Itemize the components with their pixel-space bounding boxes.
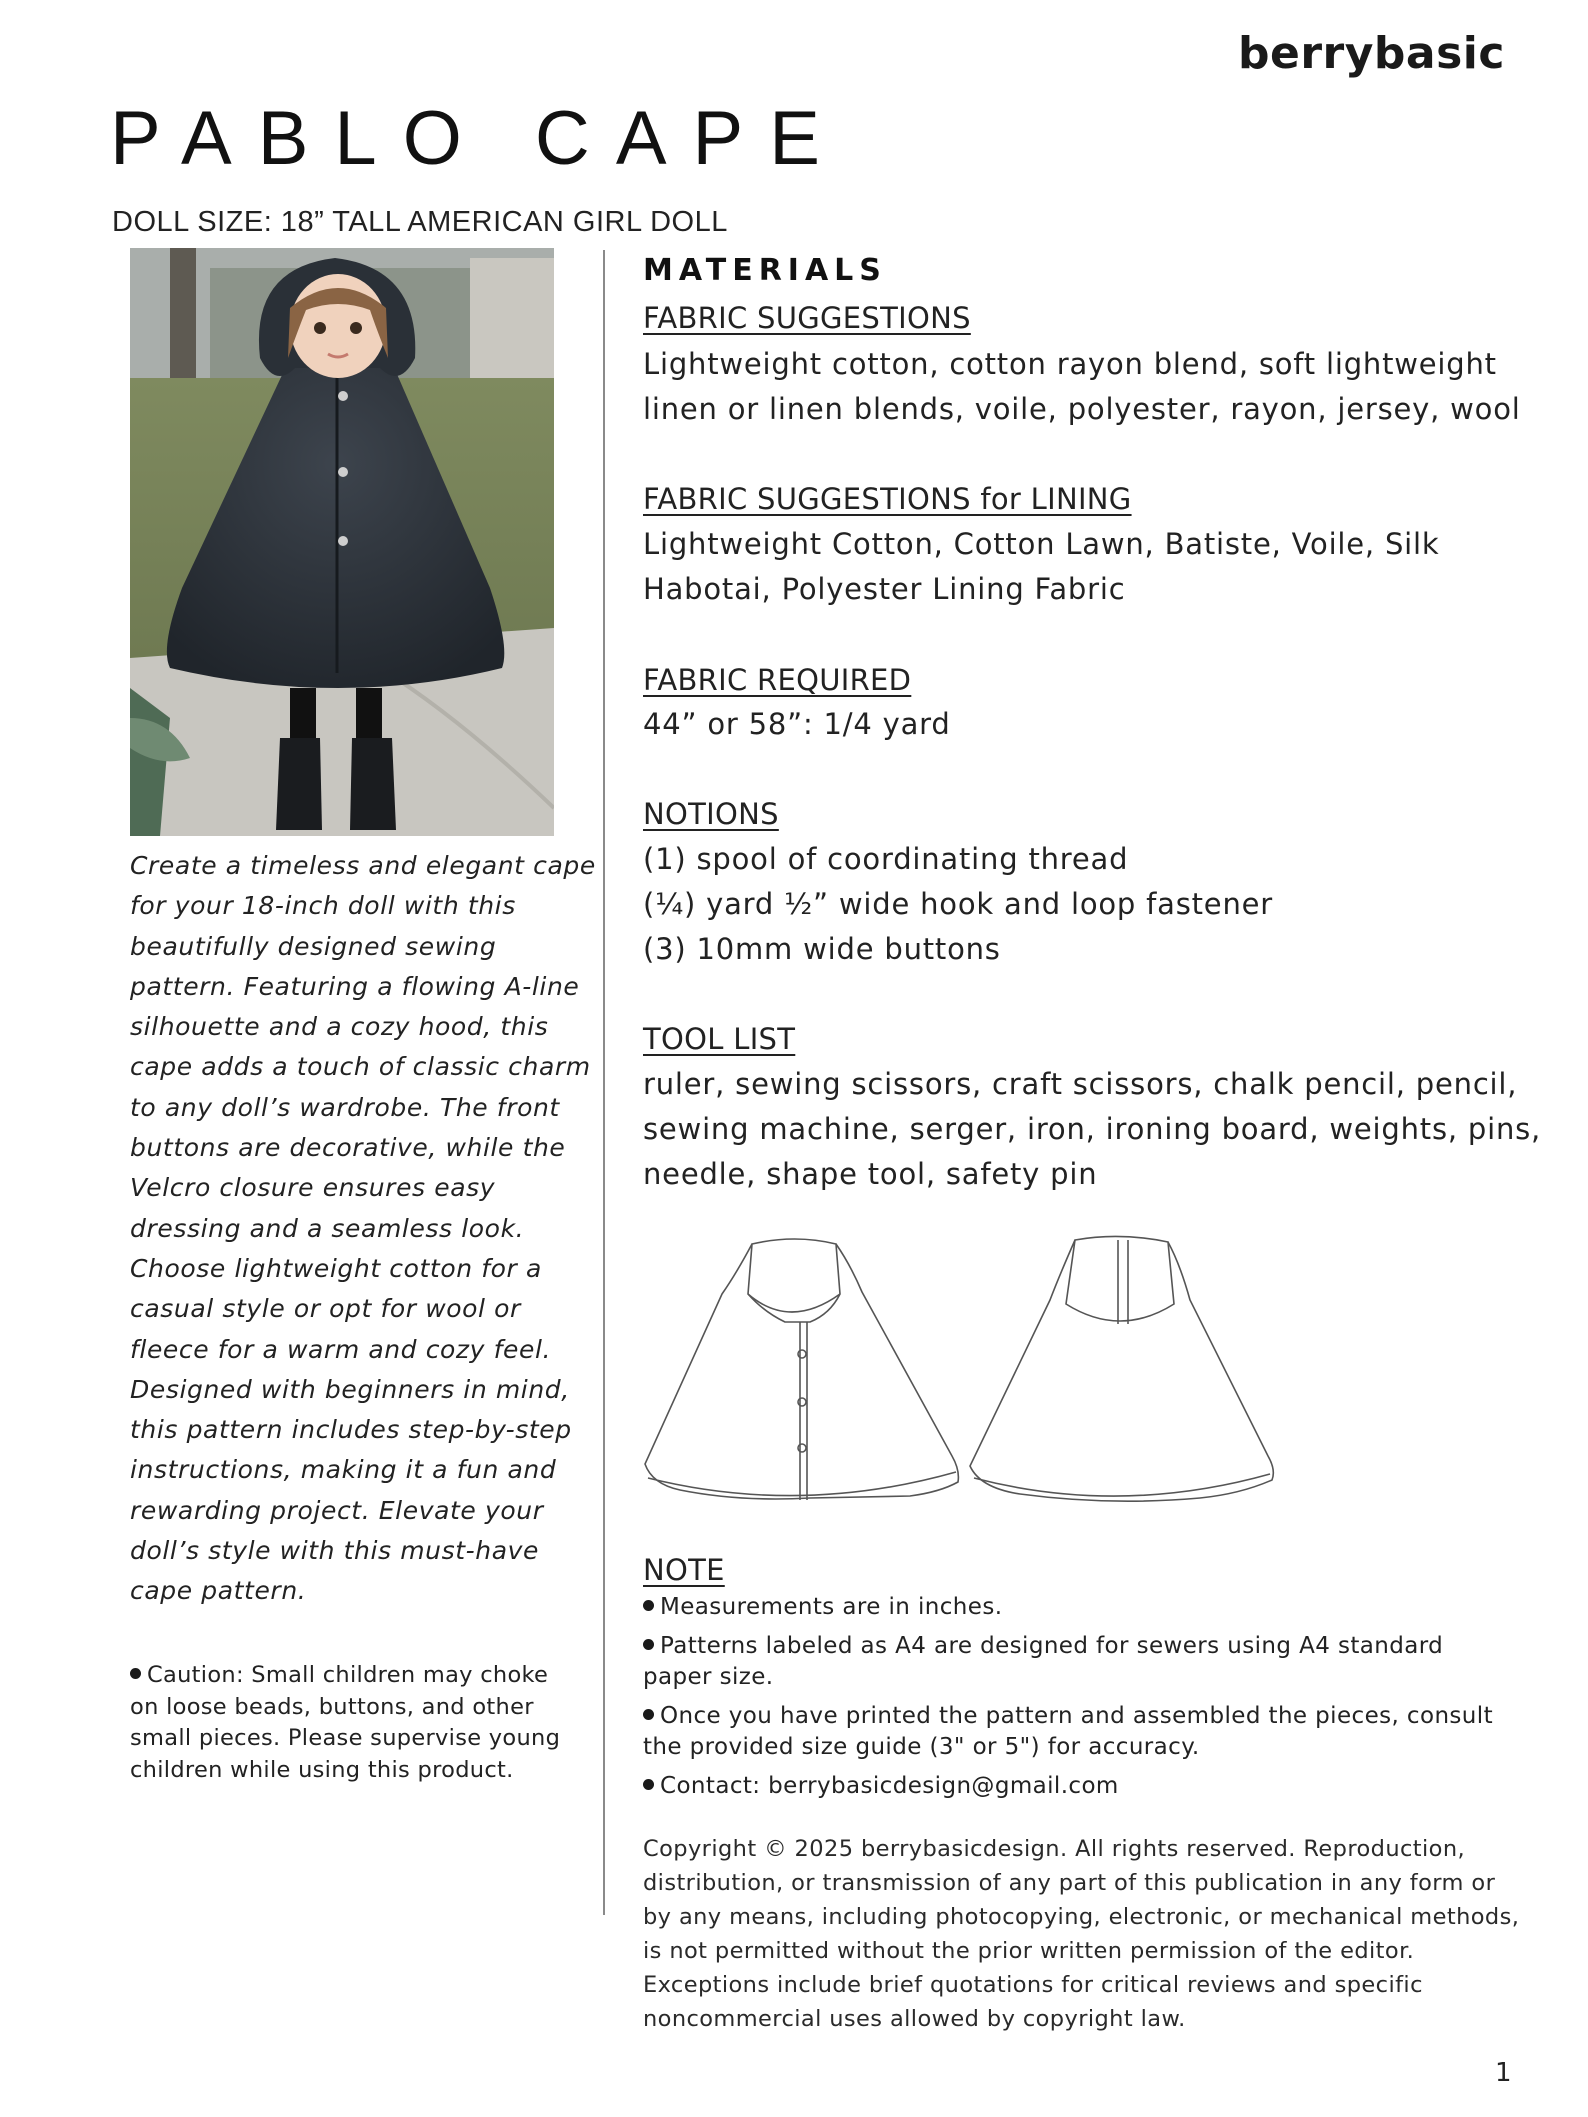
text-line: sewing machine, serger, iron, ironing board, weights, pins, bbox=[643, 1112, 1542, 1146]
bullet-icon bbox=[643, 1709, 654, 1720]
text-line: doll’s style with this must-have bbox=[130, 1536, 540, 1566]
text-line: ruler, sewing scissors, craft scissors, chalk pencil, pencil, bbox=[643, 1067, 1518, 1101]
cape-front-sketch bbox=[645, 1239, 958, 1500]
note-item bbox=[643, 1771, 1523, 1803]
bullet-icon bbox=[643, 1779, 654, 1790]
text-line: noncommercial uses allowed by copyright law. bbox=[643, 2006, 1186, 2032]
text-line: Lightweight Cotton, Cotton Lawn, Batiste, Voile, Silk bbox=[643, 527, 1440, 561]
text-line: to any doll’s wardrobe. The front bbox=[130, 1092, 560, 1122]
text-line: silhouette and a cozy hood, this bbox=[130, 1012, 549, 1042]
text-line: linen or linen blends, voile, polyester, rayon, jersey, wool bbox=[643, 392, 1521, 426]
cape-back-sketch bbox=[970, 1236, 1273, 1501]
flat-sketch bbox=[640, 1234, 1290, 1509]
note-item bbox=[643, 1701, 1523, 1764]
text-line: Choose lightweight cotton for a bbox=[130, 1253, 542, 1283]
lining-suggestions-text bbox=[643, 522, 1523, 612]
text-line: Create a timeless and elegant cape bbox=[130, 851, 596, 880]
text-line: Designed with beginners in mind, bbox=[130, 1374, 570, 1404]
text-line: pattern. Featuring a flowing A-line bbox=[130, 971, 580, 1001]
text-line: Patterns labeled as A4 are designed for sewers using A4 standard bbox=[643, 1631, 1523, 1663]
text-line: for your 18-inch doll with this bbox=[130, 891, 516, 921]
bullet-icon bbox=[643, 1600, 654, 1611]
text-line: Contact: berrybasicdesign@gmail.com bbox=[643, 1771, 1523, 1803]
text-line: distribution, or transmission of any part of this publication in any form or bbox=[643, 1870, 1496, 1896]
text-line: Caution: Small children may choke bbox=[130, 1660, 600, 1692]
text-line: on loose beads, buttons, and other bbox=[130, 1693, 534, 1720]
product-description bbox=[130, 846, 596, 1612]
text-line: buttons are decorative, while the bbox=[130, 1133, 566, 1163]
caution-notice bbox=[130, 1660, 600, 1786]
page-title: PABLO CAPE bbox=[110, 96, 846, 181]
product-photo bbox=[130, 248, 554, 836]
text-line: Habotai, Polyester Lining Fabric bbox=[643, 572, 1126, 606]
text-line: Exceptions include brief quotations for critical reviews and specific bbox=[643, 1972, 1423, 1998]
page-number: 1 bbox=[1495, 2058, 1512, 2088]
tool-list-text bbox=[643, 1062, 1542, 1197]
doll-cape-illustration bbox=[130, 248, 554, 836]
text-line: the provided size guide (3" or 5") for accuracy. bbox=[643, 1734, 1200, 1760]
text-line: rewarding project. Elevate your bbox=[130, 1495, 544, 1525]
text-line: cape pattern. bbox=[130, 1576, 307, 1606]
text-line: (3) 10mm wide buttons bbox=[643, 932, 1001, 966]
text-line: Velcro closure ensures easy bbox=[130, 1173, 496, 1203]
fabric-suggestions-heading: FABRIC SUGGESTIONS bbox=[643, 301, 971, 335]
note-item bbox=[643, 1592, 1523, 1624]
fabric-required-heading: FABRIC REQUIRED bbox=[643, 663, 912, 697]
text-line: (¼) yard ½” wide hook and loop fastener bbox=[643, 887, 1273, 921]
text-line: (1) spool of coordinating thread bbox=[643, 842, 1129, 876]
text-line: needle, shape tool, safety pin bbox=[643, 1157, 1098, 1191]
text-line: beautifully designed sewing bbox=[130, 931, 497, 961]
text-line: paper size. bbox=[643, 1664, 774, 1690]
text-line: casual style or opt for wool or bbox=[130, 1294, 521, 1324]
text-line: dressing and a seamless look. bbox=[130, 1213, 525, 1243]
column-divider bbox=[603, 250, 605, 1915]
text-line: small pieces. Please supervise young bbox=[130, 1725, 561, 1751]
lining-suggestions-heading: FABRIC SUGGESTIONS for LINING bbox=[643, 482, 1132, 516]
text-line: Once you have printed the pattern and assembled the pieces, consult bbox=[643, 1701, 1523, 1733]
copyright-notice bbox=[643, 1832, 1523, 2036]
note-list bbox=[643, 1592, 1523, 1809]
fabric-required-text bbox=[643, 702, 1523, 747]
materials-heading: MATERIALS bbox=[643, 253, 887, 288]
tool-list-heading: TOOL LIST bbox=[643, 1022, 796, 1056]
text-line: Copyright © 2025 berrybasicdesign. All rights reserved. Reproduction, bbox=[643, 1836, 1466, 1862]
text-line: Lightweight cotton, cotton rayon blend, soft lightweight bbox=[643, 347, 1497, 381]
text-line: Measurements are in inches. bbox=[643, 1592, 1523, 1624]
bullet-icon bbox=[643, 1639, 654, 1650]
text-line: cape adds a touch of classic charm bbox=[130, 1052, 591, 1082]
text-line: fleece for a warm and cozy feel. bbox=[130, 1334, 552, 1364]
notions-list bbox=[643, 837, 1523, 972]
text-line: instructions, making it a fun and bbox=[130, 1455, 557, 1485]
text-line: this pattern includes step-by-step bbox=[130, 1415, 572, 1445]
brand-logo: berrybasic bbox=[1238, 28, 1505, 79]
text-line: 44” or 58”: 1/4 yard bbox=[643, 707, 951, 741]
text-line: by any means, including photocopying, electronic, or mechanical methods, bbox=[643, 1904, 1520, 1930]
text-line: children while using this product. bbox=[130, 1756, 514, 1783]
cape-flat-drawings bbox=[640, 1234, 1290, 1509]
fabric-suggestions-text bbox=[643, 342, 1523, 432]
notions-heading: NOTIONS bbox=[643, 797, 779, 831]
bullet-icon bbox=[130, 1668, 141, 1679]
note-item bbox=[643, 1631, 1523, 1694]
doll-size-label: DOLL SIZE: 18” TALL AMERICAN GIRL DOLL bbox=[112, 206, 728, 238]
note-heading: NOTE bbox=[643, 1553, 725, 1587]
text-line: is not permitted without the prior written permission of the editor. bbox=[643, 1938, 1415, 1964]
